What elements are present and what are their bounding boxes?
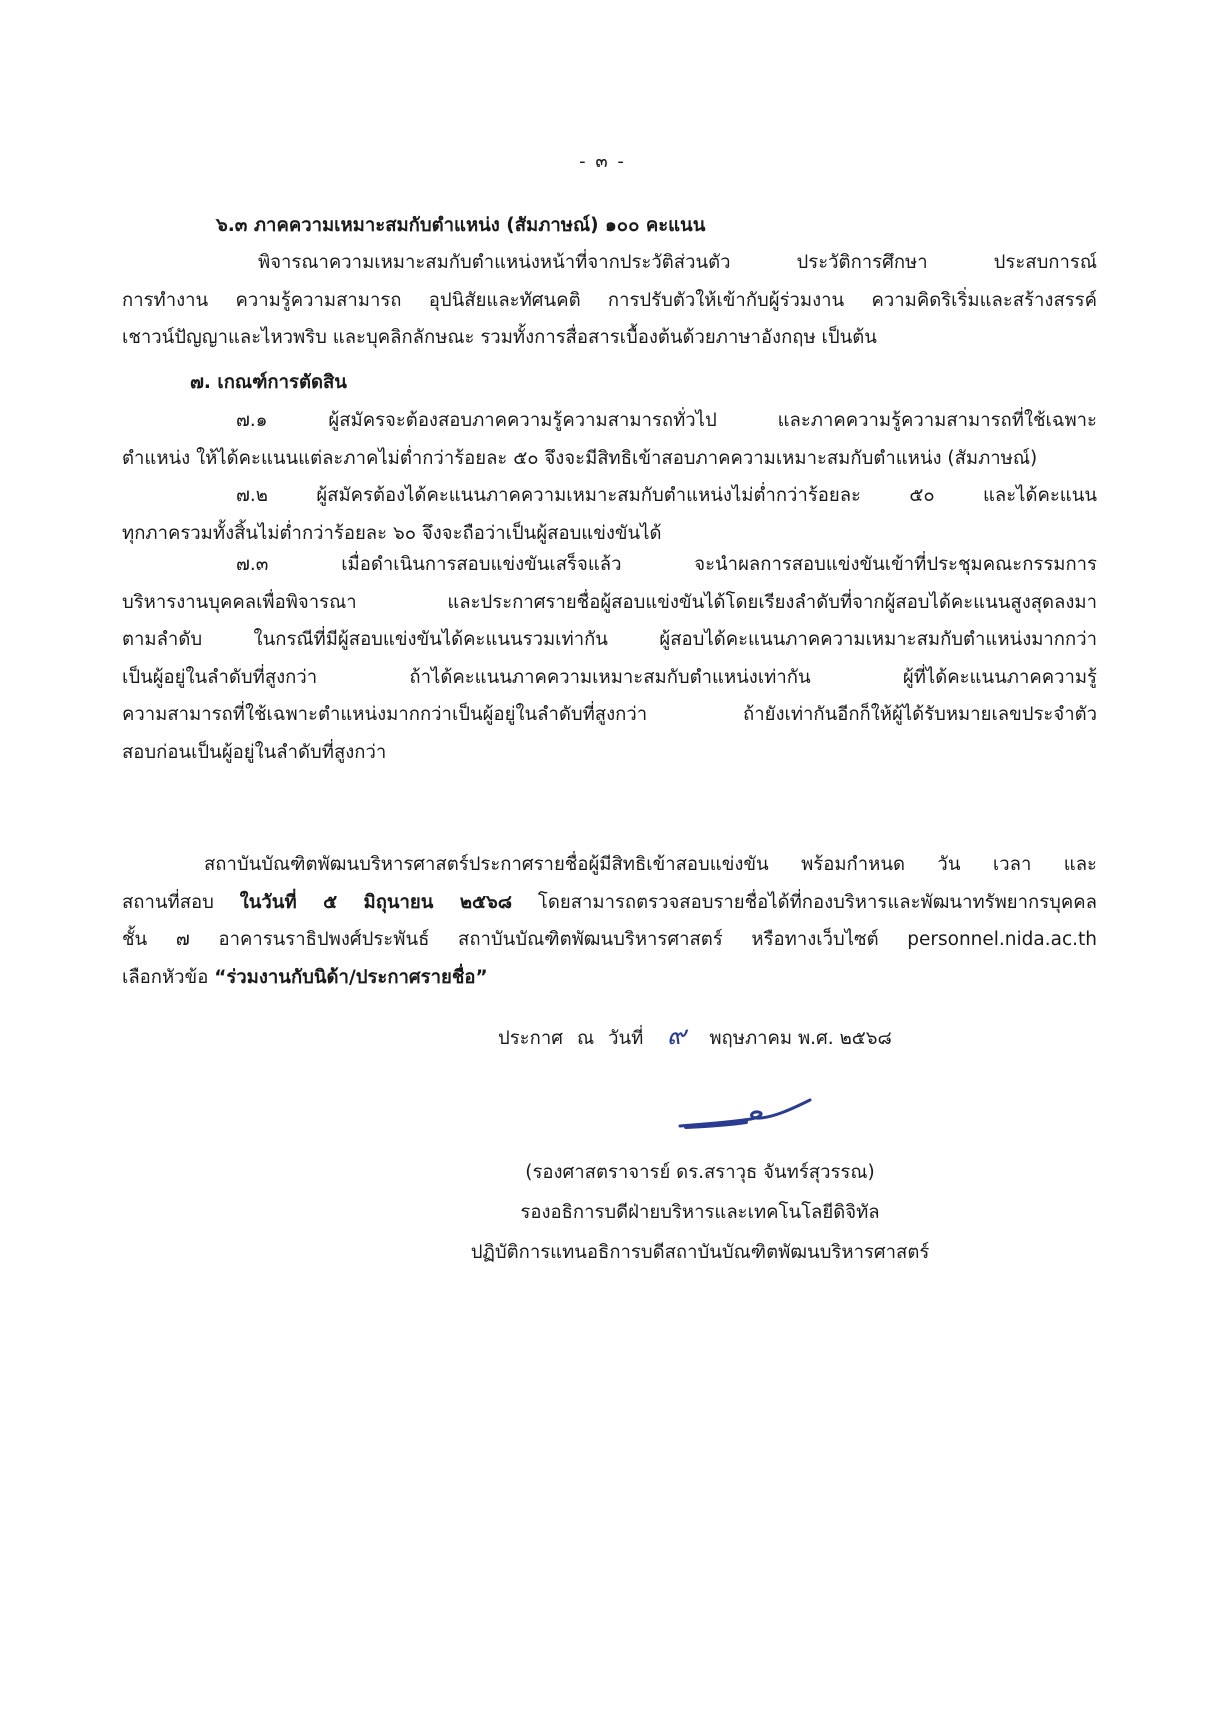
topic-label: เลือกหัวข้อ [122, 966, 215, 988]
paragraph-line: ๗.๒ ผู้สมัครต้องได้คะแนนภาคความเหมาะสมกับตำแหน่งไม่ต่ำกว่าร้อยละ ๕๐ และได้คะแนน [236, 485, 1097, 506]
signatory-position: รองอธิการบดีฝ่ายบริหารและเทคโนโลยีดิจิทัล [520, 1202, 880, 1223]
section-6-3-heading: ๖.๓ ภาคความเหมาะสมกับตำแหน่ง (สัมภาษณ์) ๑๐๐ คะแนน [216, 215, 706, 236]
signatory-block [380, 1153, 1020, 1273]
paragraph-line: บริหารงานบุคคลเพื่อพิจารณา และประกาศรายชื่อผู้สอบแข่งขันได้โดยเรียงลำดับที่จากผู้สอบได้คะแนนสูงสุดลงมา [122, 591, 1097, 613]
paragraph-line: ชั้น ๗ อาคารนราธิปพงศ์ประพันธ์ สถาบันบัณฑิตพัฒนบริหารศาสตร์ หรือทางเว็บไซต์ personnel.nida.ac.th [122, 929, 1097, 951]
signature-icon [676, 1086, 816, 1136]
item-7-1 [122, 402, 1097, 477]
paragraph-line [122, 959, 1097, 997]
signatory-acting-position: ปฏิบัติการแทนอธิการบดีสถาบันบัณฑิตพัฒนบริหารศาสตร์ [470, 1242, 930, 1263]
paragraph-line: สอบก่อนเป็นผู้อยู่ในลำดับที่สูงกว่า [122, 741, 387, 763]
paragraph-line: สถาบันบัณฑิตพัฒนบริหารศาสตร์ประกาศรายชื่อผู้มีสิทธิเข้าสอบแข่งขัน พร้อมกำหนด วัน เวลา และ [204, 854, 1097, 875]
paragraph-line: ตำแหน่ง ให้ได้คะแนนแต่ละภาคไม่ต่ำกว่าร้อยละ ๕๐ จึงจะมีสิทธิเข้าสอบภาคความเหมาะสมกับตำแหน่ง (สัมภาษณ์) [122, 447, 1038, 469]
signatory-name: (รองศาสตราจารย์ ดร.สราวุธ จันทร์สุวรรณ) [525, 1162, 875, 1183]
date-prefix: วันที่ [608, 1028, 644, 1049]
paragraph-line: การทำงาน ความรู้ความสามารถ อุปนิสัยและทัศนคติ การปรับตัวให้เข้ากับผู้ร่วมงาน ความคิดริเริ่มและสร้างสรรค์ [122, 289, 1097, 311]
announcement-paragraph [122, 846, 1097, 996]
paragraph-line: เชาวน์ปัญญาและไหวพริบ และบุคลิกลักษณะ รวมทั้งการสื่อสารเบื้องต้นด้วยภาษาอังกฤษ เป็นต้น [122, 327, 877, 349]
paragraph-line: ทุกภาครวมทั้งสิ้นไม่ต่ำกว่าร้อยละ ๖๐ จึงจะถือว่าเป็นผู้สอบแข่งขันได้ [122, 522, 662, 544]
check-list-text: โดยสามารถตรวจสอบรายชื่อได้ที่กองบริหารและพัฒนาทรัพยากรบุคคล [512, 891, 1097, 913]
paragraph-line: เป็นผู้อยู่ในลำดับที่สูงกว่า ถ้าได้คะแนนภาคความเหมาะสมกับตำแหน่งเท่ากัน ผู้ที่ได้คะแนนภาคความรู้ [122, 666, 1097, 688]
item-7-2 [122, 477, 1097, 552]
date-prefix: ประกาศ [498, 1028, 563, 1049]
paragraph-line: ตามลำดับ ในกรณีที่มีผู้สอบแข่งขันได้คะแนนรวมเท่ากัน ผู้สอบได้คะแนนภาคความเหมาะสมกับตำแหน่งมากกว่า [122, 629, 1097, 651]
date-suffix: พฤษภาคม พ.ศ. ๒๕๖๘ [709, 1028, 892, 1049]
paragraph-line: พิจารณาความเหมาะสมกับตำแหน่งหน้าที่จากประวัติส่วนตัว ประวัติการศึกษา ประสบการณ์ [258, 252, 1097, 273]
page-number: - ๓ - [579, 151, 626, 172]
handwritten-day: ๙ [666, 1021, 686, 1051]
section-6-3-body [122, 244, 1097, 357]
date-prefix: ณ [576, 1028, 595, 1049]
topic-name: “ร่วมงานกับนิด้า/ประกาศรายชื่อ” [214, 966, 488, 988]
announcement-date-line [498, 1018, 892, 1058]
paragraph-line: ความสามารถที่ใช้เฉพาะตำแหน่งมากกว่าเป็นผู้อยู่ในลำดับที่สูงกว่า ถ้ายังเท่ากันอีกก็ให้ผู้ได้รับหมายเลขประจำตัว [122, 704, 1097, 726]
section-7-heading: ๗. เกณฑ์การตัดสิน [190, 372, 347, 393]
exam-location-label: สถานที่สอบ [122, 891, 240, 913]
paragraph-line [122, 884, 1097, 922]
paragraph-line: ๗.๓ เมื่อดำเนินการสอบแข่งขันเสร็จแล้ว จะนำผลการสอบแข่งขันเข้าที่ประชุมคณะกรรมการ [236, 554, 1097, 575]
exam-date: ในวันที่ ๕ มิถุนายน ๒๕๖๘ [239, 891, 513, 913]
item-7-3 [122, 546, 1097, 772]
paragraph-line: ๗.๑ ผู้สมัครจะต้องสอบภาคความรู้ความสามารถทั่วไป และภาคความรู้ความสามารถที่ใช้เฉพาะ [236, 410, 1097, 431]
